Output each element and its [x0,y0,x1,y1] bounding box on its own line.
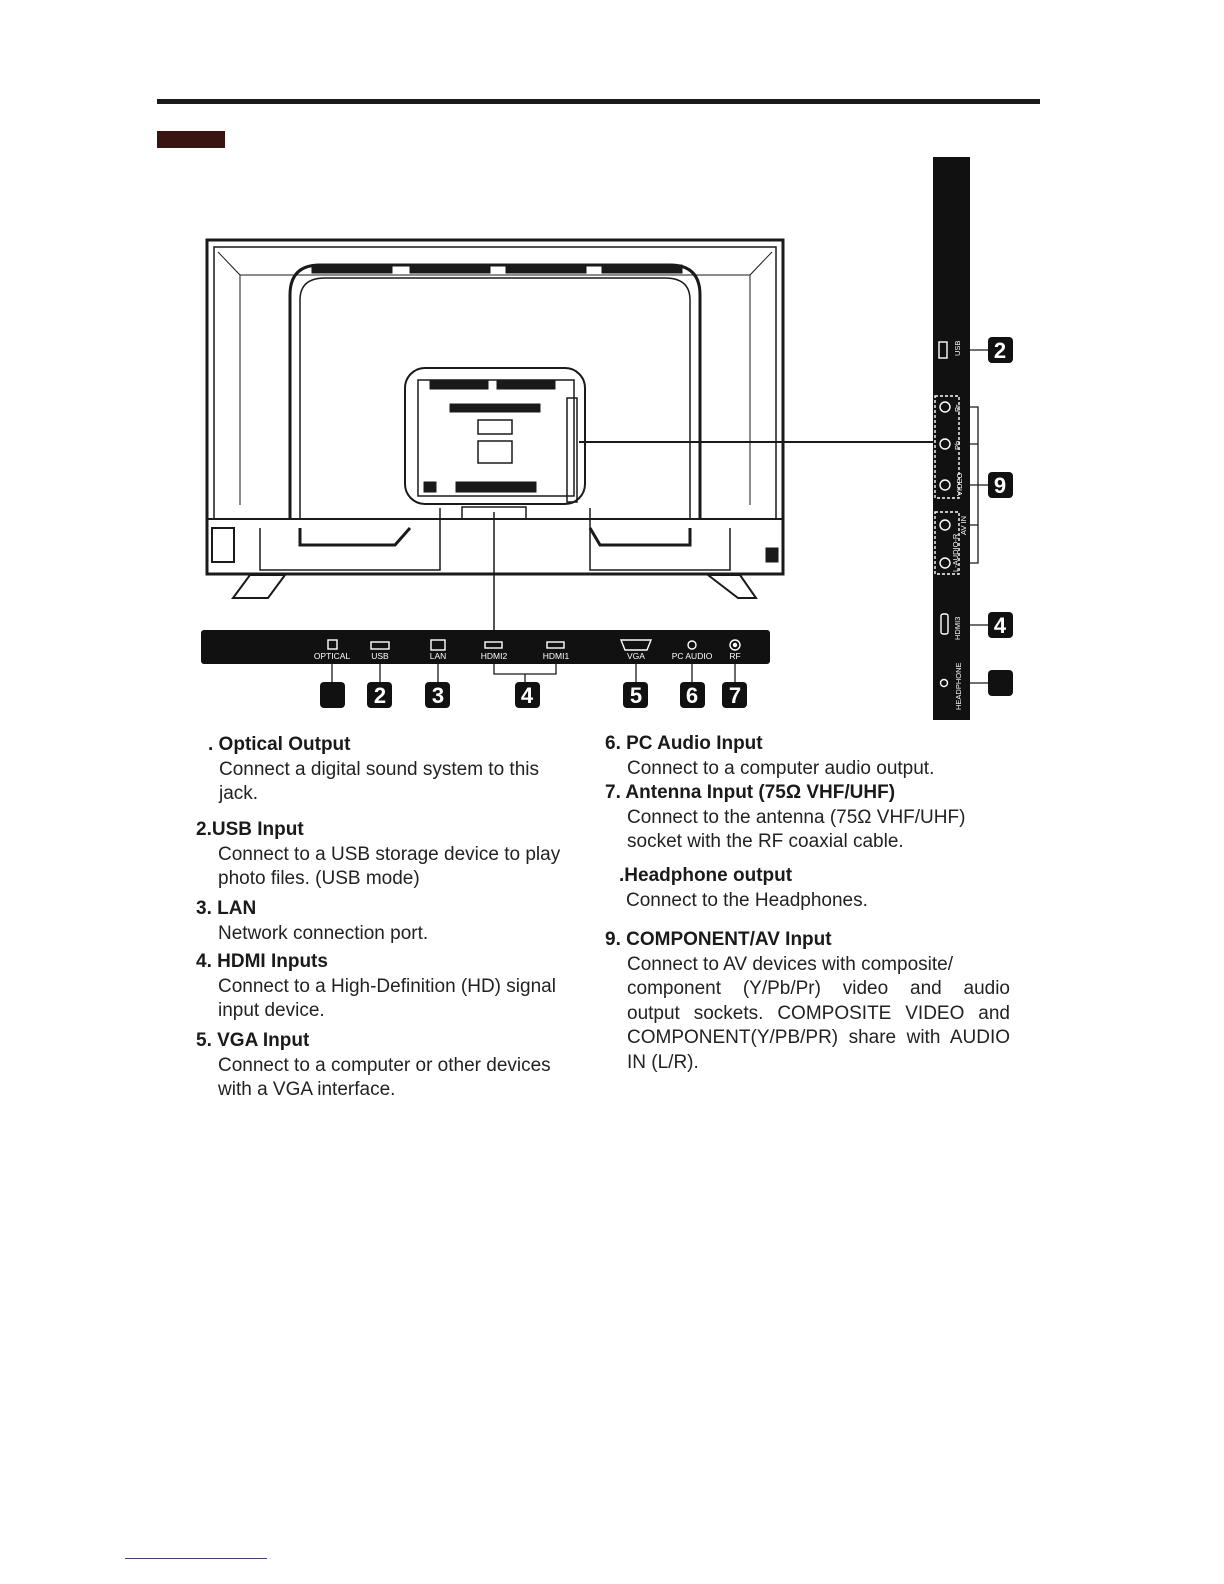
bottom-callout-leaders [332,664,735,682]
item-text-line: Connect a digital sound system to this [219,758,540,780]
rf-label: RF [729,651,741,661]
item-text-line: COMPONENT(Y/PB/PR) share with AUDIO [627,1027,1010,1048]
item-text-line: jack. [219,783,259,804]
item-text-line: component (Y/Pb/Pr) video and audio [627,978,1010,999]
tv-rear-panel [207,240,783,598]
vga-label: VGA [627,651,645,661]
side-usb-label: USB [953,340,962,356]
item-text-line: Connect to a computer or other devices [218,1054,551,1076]
hdmi1-label: HDMI1 [542,651,570,661]
item-text-line: Connect to a High-Definition (HD) signal [218,975,556,997]
item-component-av-input [605,928,1010,1075]
item-hdmi-inputs [196,950,596,1024]
item-vga-input [196,1029,596,1103]
item-text-line: input device. [218,1000,325,1021]
item-title: 5. VGA Input [196,1030,310,1051]
side-video-label: VIDEO [955,472,964,496]
side-pr-label: Pr [953,404,962,412]
tv-rear-diagram [0,0,1224,730]
lan-label: LAN [429,651,447,661]
callout-number: 2 [373,683,387,708]
item-title: 9. COMPONENT/AV Input [605,929,832,950]
item-title: 7. Antenna Input (75Ω VHF/UHF) [605,782,896,803]
item-text-line: photo files. (USB mode) [218,868,420,889]
item-lan [196,897,596,946]
callout-number: 6 [685,683,699,708]
bottom-callouts [320,682,747,708]
callout-number: 7 [728,683,742,708]
callout-number: 9 [993,473,1007,498]
item-title: . Optical Output [208,734,351,755]
item-text-line: output sockets. COMPOSITE VIDEO and [627,1002,1010,1024]
side-callout-leaders [970,350,988,683]
item-title: 3. LAN [196,898,257,919]
side-av-in-label: AV IN [959,515,968,535]
item-title: .Headphone output [619,865,793,886]
side-audio-label: L-AUDIO-R [951,533,960,572]
item-text-line: Network connection port. [218,922,429,944]
side-callout-badge-8 [988,670,1013,696]
callout-number: 4 [993,613,1007,638]
callout-number: 5 [629,683,643,708]
pc-audio-label: PC AUDIO [671,651,713,661]
callout-number: 3 [431,683,445,708]
optical-label: OPTICAL [313,651,351,661]
side-pb-label: Pb [953,440,962,450]
item-usb-input [196,818,596,892]
callout-number: 4 [520,683,534,708]
item-text-line: socket with the RF coaxial cable. [627,831,904,852]
item-text-line: Connect to a USB storage device to play [218,843,561,865]
item-title: 2.USB Input [196,819,304,840]
item-antenna-input [605,781,1025,855]
item-text-line: with a VGA interface. [218,1079,396,1100]
callout-badge-1 [320,682,345,708]
item-optical-output [208,733,588,807]
callout-number: 2 [993,338,1007,363]
side-headphone-label: HEADPHONE [954,662,963,710]
side-callouts [988,337,1013,696]
item-text-line: Connect to the antenna (75Ω VHF/UHF) [627,806,966,828]
usb-label: USB [371,651,389,661]
item-text-line: Connect to a computer audio output. [627,757,935,779]
bottom-connector-strip [201,630,770,664]
item-title: 6. PC Audio Input [605,733,763,754]
item-title: 4. HDMI Inputs [196,951,328,972]
item-headphone-output [619,864,1019,913]
item-text-line: Connect to the Headphones. [626,889,868,911]
side-connector-panel [933,157,970,720]
item-pc-audio-input [605,732,1025,781]
hdmi2-label: HDMI2 [480,651,508,661]
side-hdmi3-label: HDMI3 [953,616,962,640]
item-text-line: IN (L/R). [627,1051,699,1073]
footer-line [125,1558,267,1559]
item-text-line: Connect to AV devices with composite/ [627,953,953,975]
